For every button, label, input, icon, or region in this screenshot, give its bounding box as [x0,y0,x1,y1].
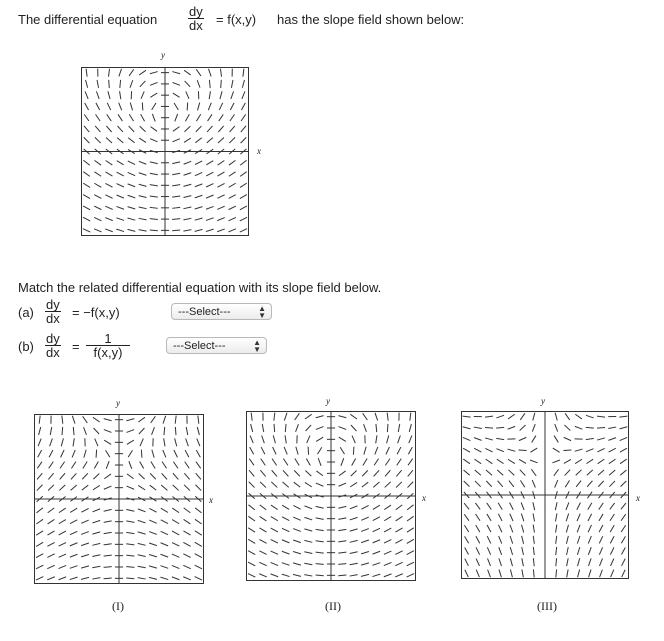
option-2-x-axis-label: x [422,493,426,503]
intro-suffix: has the slope field shown below: [277,12,465,27]
part-a-select[interactable] [171,303,272,320]
slope-segment [353,447,354,455]
part-b-select[interactable] [166,337,267,354]
part-a-rhs: = −f(x,y) [72,305,120,320]
option-1-y-axis-label: y [116,398,120,408]
option-1-slope-field [34,414,204,584]
main-slope-field [81,67,249,236]
part-b-equals: = [72,339,80,354]
option-3-caption: (III) [537,599,557,613]
slope-segment [387,424,388,432]
part-a-label: (a) [18,305,34,320]
main-x-axis-label: x [257,146,261,156]
slope-segment [597,427,605,428]
slope-segment [308,447,309,455]
option-2-caption: (II) [325,599,341,613]
part-b-label: (b) [18,339,34,354]
slope-segment [175,427,176,435]
slope-segment [485,427,493,428]
intro-equation-rhs: = f(x,y) [216,12,257,27]
part-b-denominator: f(x,y) [93,345,123,360]
main-y-axis-label: y [161,50,165,60]
part-b-select-value: ---Select--- [173,339,226,352]
part-b-numerator: 1 [86,332,130,346]
option-2-y-axis-label: y [326,396,330,406]
part-a-dy: dy [46,297,60,312]
part-b-reciprocal [86,332,130,359]
intro-dx: dx [189,18,203,33]
intro-dy: dy [189,4,203,19]
option-3-slope-field [461,411,629,579]
option-3-y-axis-label: y [541,396,545,406]
slope-segment [62,427,63,435]
slope-segment [563,450,571,451]
part-a-derivative [45,298,61,325]
slope-segment [141,450,142,458]
intro-derivative [188,5,204,32]
part-a-select-value: ---Select--- [178,305,231,318]
match-instruction: Match the related differential equation with its slope field below. [18,280,382,295]
option-3-x-axis-label: x [636,493,640,503]
part-b-dy: dy [46,331,60,346]
slope-segment [187,102,188,110]
slope-segment [221,80,222,88]
option-2-slope-field [246,411,416,581]
part-a-dx: dx [46,311,60,326]
slope-segment [519,450,527,451]
option-1-x-axis-label: x [209,495,213,505]
select-arrows-icon: ▲ ▼ [258,304,266,320]
slope-segment [274,424,275,432]
part-b-dx: dx [46,345,60,360]
part-b-derivative [45,332,61,359]
option-1-caption: (I) [112,599,124,613]
slope-segment [142,102,143,110]
slope-segment [109,80,110,88]
slope-segment [96,450,97,458]
select-arrows-icon: ▲ ▼ [253,338,261,354]
intro-prefix: The differential equation [18,12,158,27]
